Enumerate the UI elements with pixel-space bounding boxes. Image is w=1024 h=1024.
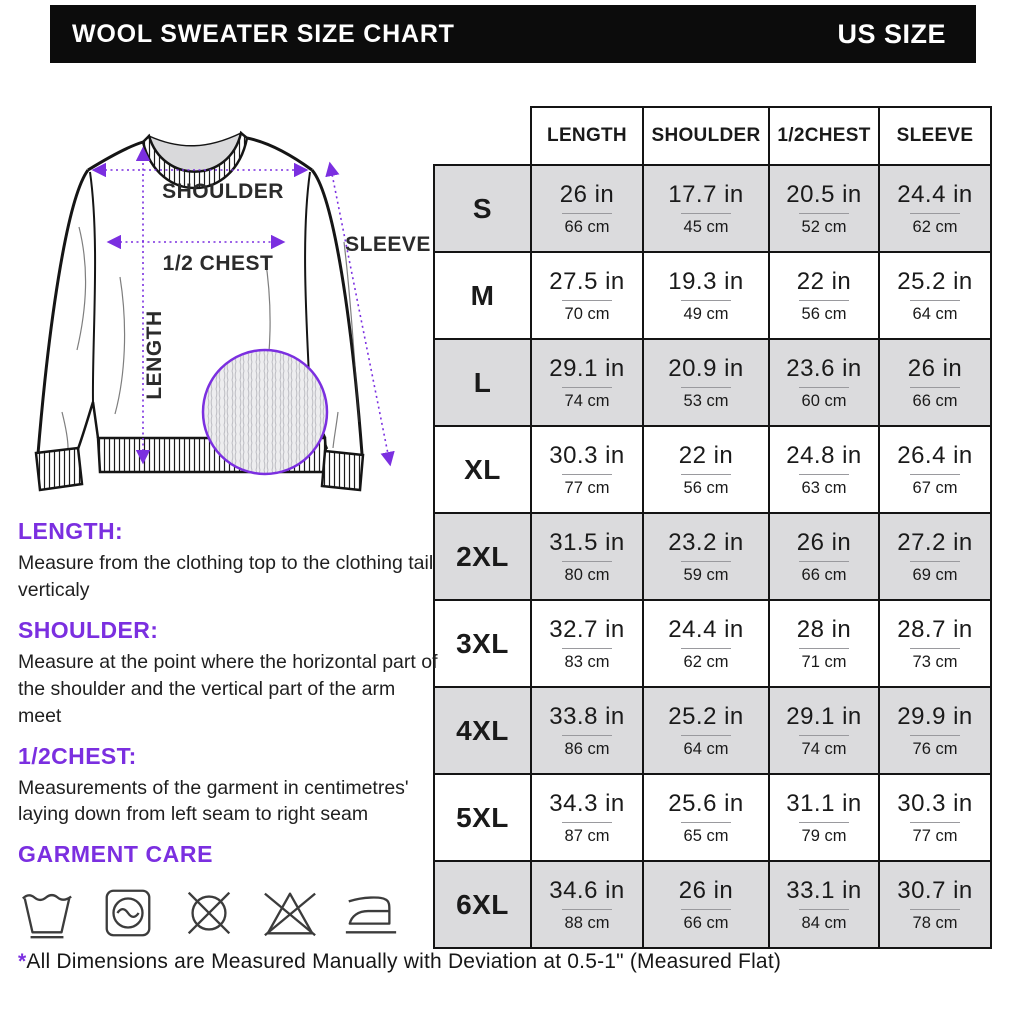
page-title: WOOL SWEATER SIZE CHART [72,19,455,48]
sweater-diagram [22,92,434,516]
sleeve-cell: 26 in 66 cm [879,339,991,426]
length-cell: 29.1 in 74 cm [531,339,643,426]
sleeve-cell: 24.4 in 62 cm [879,165,991,252]
fraction-divider [799,909,849,910]
shoulder-cell: 25.6 in 65 cm [643,774,769,861]
length-cell: 30.3 in 77 cm [531,426,643,513]
size-label: 6XL [434,861,531,948]
fraction-divider [910,822,960,823]
fraction-divider [562,300,612,301]
halfchest-cell: 29.1 in 74 cm [769,687,879,774]
fraction-divider [799,648,849,649]
iron-icon [342,882,400,944]
left-cuff-rib [36,448,82,490]
column-header-shoulder: SHOULDER [643,107,769,165]
length-cell: 34.6 in 88 cm [531,861,643,948]
halfchest-cell: 23.6 in 60 cm [769,339,879,426]
fraction-divider [799,474,849,475]
size-label: L [434,339,531,426]
definition-desc-shoulder: Measure at the point where the horizontal part of the shoulder and the vertical part of the arm meet [18,650,438,727]
table-row [434,165,991,252]
fraction-divider [910,387,960,388]
sleeve-cell: 29.9 in 76 cm [879,687,991,774]
footnote-asterisk: * [18,950,27,973]
definitions-column [18,518,440,944]
sleeve-label: SLEEVE [345,233,431,256]
column-header-halfchest: 1/2CHEST [769,107,879,165]
fraction-divider [910,213,960,214]
halfchest-cell: 33.1 in 84 cm [769,861,879,948]
fraction-divider [562,213,612,214]
table-header-row [434,107,991,165]
fraction-divider [562,387,612,388]
fraction-divider [799,561,849,562]
shoulder-cell: 23.2 in 59 cm [643,513,769,600]
shoulder-label: SHOULDER [162,180,284,203]
size-label: M [434,252,531,339]
size-table [433,106,992,949]
sleeve-cell: 30.7 in 78 cm [879,861,991,948]
length-cell: 33.8 in 86 cm [531,687,643,774]
corner-cell [434,107,531,165]
table-row [434,861,991,948]
shoulder-cell: 22 in 56 cm [643,426,769,513]
fraction-divider [799,300,849,301]
header-bar [50,5,976,63]
fraction-divider [681,387,731,388]
length-cell: 26 in 66 cm [531,165,643,252]
table-row [434,426,991,513]
shoulder-cell: 20.9 in 53 cm [643,339,769,426]
fraction-divider [910,648,960,649]
fraction-divider [910,474,960,475]
fraction-divider [562,648,612,649]
definition-desc-length: Measure from the clothing top to the clothing tail verticaly [18,552,434,601]
fraction-divider [799,735,849,736]
length-cell: 31.5 in 80 cm [531,513,643,600]
fraction-divider [681,474,731,475]
fraction-divider [910,735,960,736]
length-cell: 34.3 in 87 cm [531,774,643,861]
fraction-divider [910,300,960,301]
halfchest-cell: 24.8 in 63 cm [769,426,879,513]
halfchest-cell: 28 in 71 cm [769,600,879,687]
table-row [434,339,991,426]
care-icons-row [18,882,440,944]
fraction-divider [562,822,612,823]
fraction-divider [562,561,612,562]
right-cuff-rib [322,451,363,490]
fraction-divider [562,909,612,910]
sleeve-cell: 26.4 in 67 cm [879,426,991,513]
size-label: XL [434,426,531,513]
table-row [434,600,991,687]
table-row [434,513,991,600]
shoulder-cell: 24.4 in 62 cm [643,600,769,687]
fraction-divider [681,735,731,736]
shoulder-cell: 25.2 in 64 cm [643,687,769,774]
fraction-divider [910,561,960,562]
sleeve-cell: 28.7 in 73 cm [879,600,991,687]
do-not-dry-clean-icon [180,882,238,944]
gentle-wash-icon [18,882,76,944]
fraction-divider [681,213,731,214]
fraction-divider [799,387,849,388]
tumble-dry-icon [99,882,157,944]
fraction-divider [681,909,731,910]
shoulder-cell: 17.7 in 45 cm [643,165,769,252]
fraction-divider [681,300,731,301]
size-label: 3XL [434,600,531,687]
fraction-divider [562,474,612,475]
footnote-text: All Dimensions are Measured Manually with Deviation at 0.5-1" (Measured Flat) [26,950,782,973]
definition-desc-halfchest: Measurements of the garment in centimetres' laying down from left seam to right seam [18,776,409,826]
size-label: 4XL [434,687,531,774]
definition-term-halfchest: 1/2CHEST: [18,742,137,769]
length-cell: 32.7 in 83 cm [531,600,643,687]
fraction-divider [681,561,731,562]
halfchest-cell: 26 in 66 cm [769,513,879,600]
half-chest-label: 1/2 CHEST [162,252,274,275]
shoulder-cell: 26 in 66 cm [643,861,769,948]
size-region-label: US SIZE [837,18,946,49]
length-cell: 27.5 in 70 cm [531,252,643,339]
do-not-bleach-icon [261,882,319,944]
halfchest-cell: 20.5 in 52 cm [769,165,879,252]
table-row [434,774,991,861]
size-table-body [434,165,991,948]
size-table-wrap [433,106,992,949]
fraction-divider [681,648,731,649]
definition-term-shoulder: SHOULDER: [18,616,159,643]
sleeve-cell: 30.3 in 77 cm [879,774,991,861]
column-header-length: LENGTH [531,107,643,165]
length-label: LENGTH [143,310,166,400]
fraction-divider [910,909,960,910]
definition-term-length: LENGTH: [18,518,124,544]
shoulder-cell: 19.3 in 49 cm [643,252,769,339]
fraction-divider [799,213,849,214]
size-label: 5XL [434,774,531,861]
halfchest-cell: 22 in 56 cm [769,252,879,339]
footnote [18,950,781,974]
table-row [434,687,991,774]
fabric-zoom-circle [203,350,327,474]
size-label: 2XL [434,513,531,600]
sleeve-cell: 27.2 in 69 cm [879,513,991,600]
table-row [434,252,991,339]
fraction-divider [681,822,731,823]
fraction-divider [799,822,849,823]
sleeve-cell: 25.2 in 64 cm [879,252,991,339]
column-header-sleeve: SLEEVE [879,107,991,165]
size-label: S [434,165,531,252]
halfchest-cell: 31.1 in 79 cm [769,774,879,861]
fraction-divider [562,735,612,736]
garment-care-title: GARMENT CARE [18,841,214,868]
